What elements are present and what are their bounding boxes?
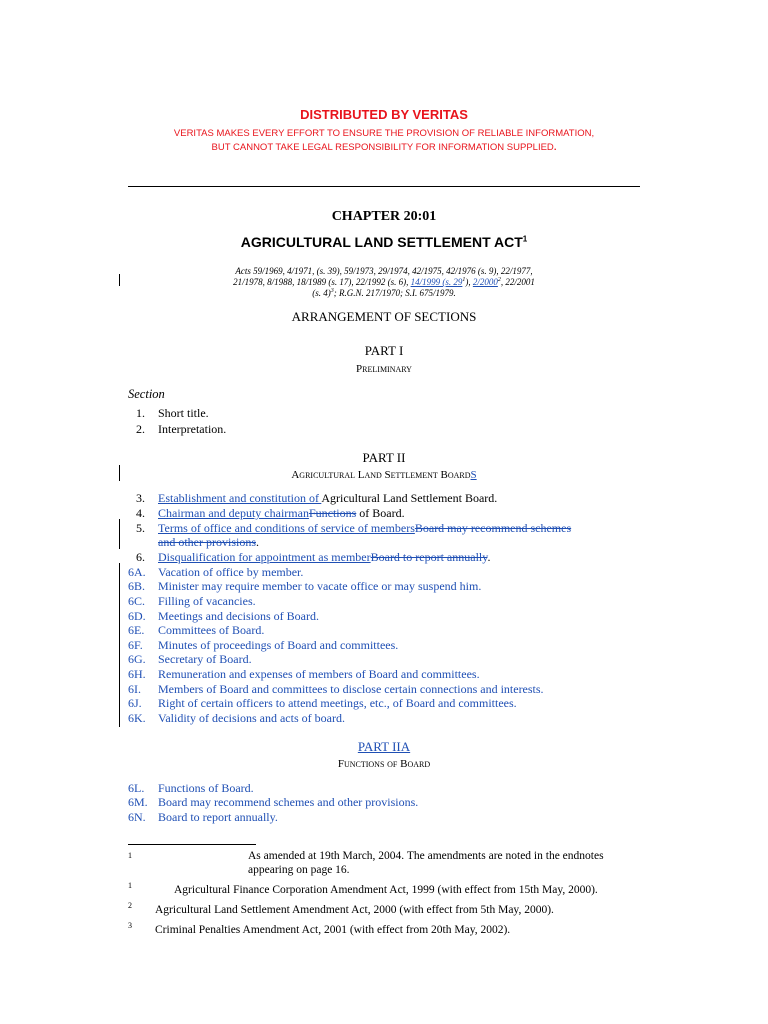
footnote-4: Criminal Penalties Amendment Act, 2001 (with effect from 20th May, 2002). [155,924,511,936]
act-title: AGRICULTURAL LAND SETTLEMENT ACT$^1$ [240,234,528,250]
footnote-mark: 3 [128,921,132,930]
footnote-mark: 1 [128,881,132,890]
change-bar [119,519,120,549]
footnote-mark: 2 [128,901,132,910]
change-bar [119,465,120,481]
acts-line-3: (s. 4)$^3$; R.G.N. 217/1970; S.I. 675/1979. [312,288,456,298]
footnote-1: As amended at 19th March, 2004. The amendments are noted in the endnotes [248,850,604,862]
part-2-title: PART II [362,450,406,465]
part-1-subtitle: Preliminary [356,363,412,375]
part-2-subtitle: Agricultural Land Settlement BoardS [291,469,477,481]
footnote-rule [128,844,256,845]
notice-line-1: VERITAS MAKES EVERY EFFORT TO ENSURE THE PROVISION OF RELIABLE INFORMATION, [173,128,595,139]
acts-line-2: 21/1978, 8/1988, 18/1989 (s. 17), 22/1992 (s. 6), 14/1999 (s. $29^1$), 2/2000$^2$, 22/2001 [233,277,535,287]
part-2a-title: PART IIA [357,739,411,754]
acts-line-1: Acts 59/1969, 4/1971, (s. 39), 59/1973, 29/1974, 42/1975, 42/1976 (s. 9), 22/1977, [235,266,533,276]
notice-line-2: BUT CANNOT TAKE LEGAL RESPONSIBILITY FOR INFORMATION SUPPLIED. [211,142,557,153]
footnote-1-continued: appearing on page 16. [248,864,350,876]
footnote-mark: 1 [128,851,132,860]
footnote-3: Agricultural Land Settlement Amendment Act, 2000 (with effect from 5th May, 2000). [155,904,554,916]
arrangement-heading: ARRANGEMENT OF SECTIONS [291,309,477,324]
change-bar [119,274,120,286]
part-1-title: PART I [364,343,404,358]
change-bar [119,563,120,727]
part-2a-subtitle: Functions of Board [337,758,431,770]
chapter-heading: CHAPTER 20:01 [331,209,437,224]
section-label: Section [128,387,165,401]
footnote-2: Agricultural Finance Corporation Amendment Act, 1999 (with effect from 15th May, 2000). [174,884,598,896]
header-rule [128,186,640,187]
section-5-continued: and other provisions. [158,535,259,549]
distributed-heading: DISTRIBUTED BY VERITAS [300,107,468,122]
